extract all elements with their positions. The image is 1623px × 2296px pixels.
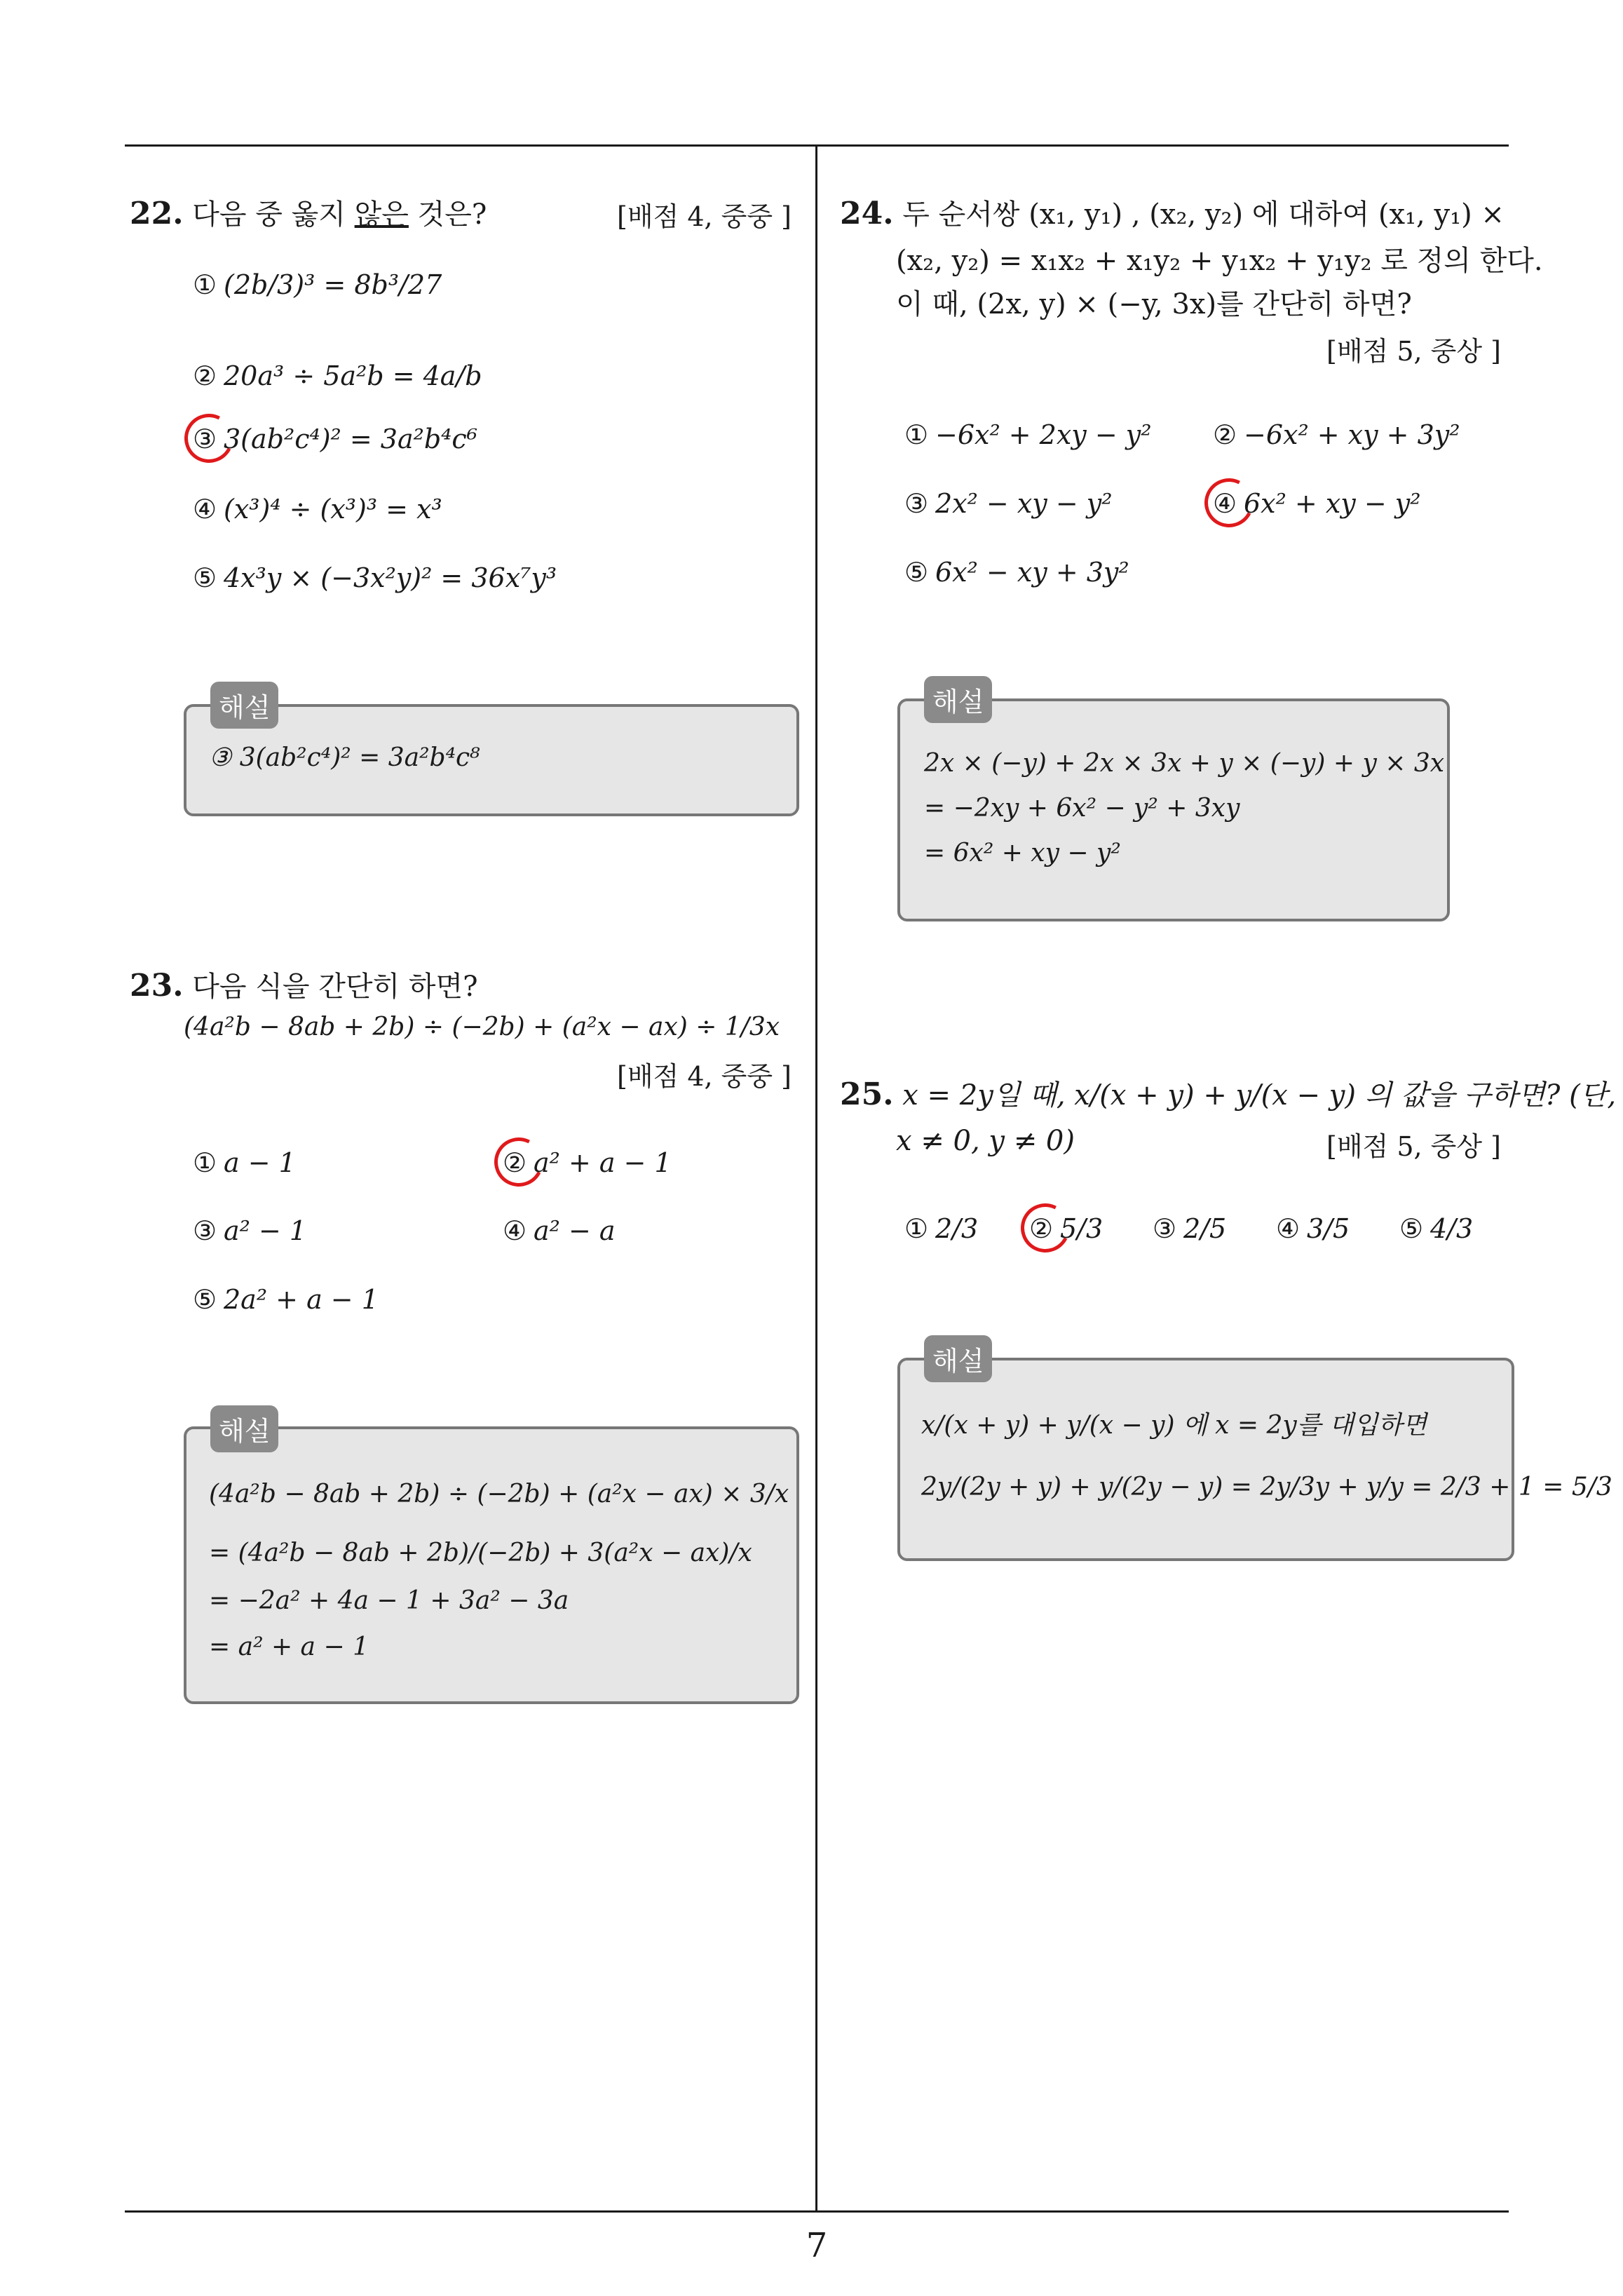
- q22-stem: [130, 192, 487, 232]
- choice-mark: ③: [904, 488, 929, 519]
- q23-solution-line-4: = a² + a − 1: [209, 1633, 369, 1661]
- q24-solution-tag: 해설: [924, 676, 992, 723]
- bottom-rule: [125, 2210, 1509, 2213]
- choice-expr: a − 1: [224, 1147, 296, 1178]
- q23-solution-line-1: (4a²b − 8ab + 2b) ÷ (−2b) + (a²x − ax) × 3/x: [209, 1480, 789, 1508]
- choice-mark: ①: [193, 1147, 217, 1178]
- q22-text-b: 것은?: [408, 198, 487, 231]
- q24-meta: [배점 5, 중상 ]: [1326, 336, 1501, 367]
- q24-solution-line-3: = 6x² + xy − y²: [924, 839, 1121, 867]
- q22-choice-2[interactable]: [193, 360, 482, 391]
- q22-choice-1[interactable]: [193, 269, 442, 300]
- q25-text-1: x = 2y일 때, x/(x + y) + y/(x − y) 의 값을 구하면? (단,: [902, 1079, 1617, 1112]
- q25-choice-4[interactable]: [1276, 1213, 1350, 1244]
- q23-stem: [130, 964, 478, 1004]
- q24-text-1: 두 순서쌍 (x₁, y₁) , (x₂, y₂) 에 대하여 (x₁, y₁) ×: [902, 198, 1505, 231]
- choice-expr: −6x² + 2xy − y²: [935, 419, 1152, 450]
- q24-number: 24.: [840, 196, 894, 231]
- q24-stem-line-1: [840, 192, 1505, 232]
- q24-solution-line-1: 2x × (−y) + 2x × 3x + y × (−y) + y × 3x: [924, 749, 1445, 778]
- choice-mark: ④: [193, 494, 217, 525]
- q24-stem-line-3: 이 때, (2x, y) × (−y, 3x)를 간단히 하면?: [896, 288, 1412, 320]
- q24-choice-2[interactable]: [1213, 419, 1460, 450]
- q23-choice-5[interactable]: [193, 1284, 379, 1315]
- q25-stem-line-2: x ≠ 0, y ≠ 0): [896, 1125, 1075, 1157]
- q25-choice-2[interactable]: [1029, 1213, 1103, 1244]
- choice-expr: 20a³ ÷ 5a²b = 4a/b: [224, 360, 482, 391]
- choice-mark: ④: [503, 1215, 527, 1246]
- choice-expr: 2/3: [935, 1213, 979, 1244]
- choice-mark-circled: ④: [1213, 488, 1244, 519]
- q22-number: 22.: [130, 196, 184, 231]
- column-divider: [815, 144, 817, 2211]
- choice-expr: 2/5: [1183, 1213, 1227, 1244]
- q24-stem-line-2: (x₂, y₂) = x₁x₂ + x₁y₂ + y₁x₂ + y₁y₂ 로 정의 한다.: [896, 245, 1543, 277]
- q24-choice-5[interactable]: [904, 557, 1129, 588]
- choice-expr: −6x² + xy + 3y²: [1244, 419, 1460, 450]
- q23-choice-1[interactable]: [193, 1147, 296, 1178]
- choice-expr: 3/5: [1307, 1213, 1350, 1244]
- q22-solution-tag: 해설: [210, 682, 278, 729]
- choice-mark: ⑤: [193, 1284, 217, 1315]
- q22-choice-5[interactable]: [193, 562, 557, 593]
- q23-expression: (4a²b − 8ab + 2b) ÷ (−2b) + (a²x − ax) ÷ 1/3x: [184, 1013, 780, 1041]
- q23-solution-tag: 해설: [210, 1405, 278, 1452]
- choice-expr: 4x³y × (−3x²y)² = 36x⁷y³: [224, 562, 557, 593]
- q24-solution-line-2: = −2xy + 6x² − y² + 3xy: [924, 794, 1240, 823]
- choice-mark: ①: [904, 419, 929, 450]
- choice-expr: 2a² + a − 1: [224, 1284, 379, 1315]
- q24-choice-1[interactable]: [904, 419, 1151, 450]
- q25-solution-line-2: 2y/(2y + y) + y/(2y − y) = 2y/3y + y/y = 2/3 + 1 = 5/3: [921, 1473, 1612, 1501]
- q24-choice-4[interactable]: [1213, 488, 1420, 519]
- choice-mark: ④: [1276, 1213, 1301, 1244]
- q22-meta: [배점 4, 중중 ]: [617, 201, 792, 232]
- q22-solution-line: ③ 3(ab²c⁴)² = 3a²b⁴c⁸: [209, 743, 480, 772]
- choice-expr: 3(ab²c⁴)² = 3a²b⁴c⁶: [224, 424, 477, 454]
- choice-expr: a² − a: [534, 1215, 616, 1246]
- page-number: 7: [806, 2226, 828, 2265]
- choice-mark-circled: ②: [503, 1147, 534, 1178]
- q25-meta: [배점 5, 중상 ]: [1326, 1131, 1501, 1162]
- choice-expr: 5/3: [1060, 1213, 1103, 1244]
- choice-expr: 4/3: [1430, 1213, 1474, 1244]
- choice-expr: (2b/3)³ = 8b³/27: [224, 269, 442, 300]
- q23-choice-4[interactable]: [503, 1215, 616, 1246]
- q23-number: 23.: [130, 968, 184, 1004]
- q23-meta: [배점 4, 중중 ]: [617, 1061, 792, 1092]
- choice-mark: ③: [1153, 1213, 1177, 1244]
- q25-number: 25.: [840, 1076, 894, 1112]
- choice-mark: ①: [904, 1213, 929, 1244]
- q23-text: 다음 식을 간단히 하면?: [192, 971, 478, 1003]
- q23-choice-2[interactable]: [503, 1147, 672, 1178]
- choice-mark: ①: [193, 269, 217, 300]
- q25-solution-box: [897, 1358, 1514, 1561]
- choice-expr: 6x² + xy − y²: [1244, 488, 1421, 519]
- q23-solution-line-3: = −2a² + 4a − 1 + 3a² − 3a: [209, 1586, 569, 1615]
- q23-solution-line-2: = (4a²b − 8ab + 2b)/(−2b) + 3(a²x − ax)/x: [209, 1539, 752, 1567]
- q22-choice-4[interactable]: [193, 494, 442, 525]
- choice-mark: ②: [193, 360, 217, 391]
- q25-solution-tag: 해설: [924, 1335, 992, 1382]
- q25-choice-5[interactable]: [1399, 1213, 1473, 1244]
- choice-mark: ⑤: [193, 562, 217, 593]
- q25-solution-line-1: x/(x + y) + y/(x − y) 에 x = 2y를 대입하면: [921, 1411, 1427, 1440]
- choice-expr: (x³)⁴ ÷ (x³)³ = x³: [224, 494, 442, 525]
- q22-choice-3[interactable]: [193, 424, 477, 454]
- choice-mark-circled: ③: [193, 424, 224, 454]
- choice-expr: a² + a − 1: [534, 1147, 672, 1178]
- choice-mark: ③: [193, 1215, 217, 1246]
- choice-expr: 6x² − xy + 3y²: [935, 557, 1129, 588]
- choice-expr: a² − 1: [224, 1215, 307, 1246]
- q22-text-underlined: 않은: [354, 198, 409, 231]
- choice-mark-circled: ②: [1029, 1213, 1060, 1244]
- q22-text-a: 다음 중 옳지: [192, 198, 355, 231]
- choice-mark: ⑤: [904, 557, 929, 588]
- q25-choice-3[interactable]: [1153, 1213, 1226, 1244]
- q24-choice-3[interactable]: [904, 488, 1112, 519]
- choice-expr: 2x² − xy − y²: [935, 488, 1113, 519]
- choice-mark: ⑤: [1399, 1213, 1424, 1244]
- choice-mark: ②: [1213, 419, 1237, 450]
- q25-choice-1[interactable]: [904, 1213, 978, 1244]
- q25-stem-line-1: [840, 1073, 1616, 1113]
- q23-choice-3[interactable]: [193, 1215, 306, 1246]
